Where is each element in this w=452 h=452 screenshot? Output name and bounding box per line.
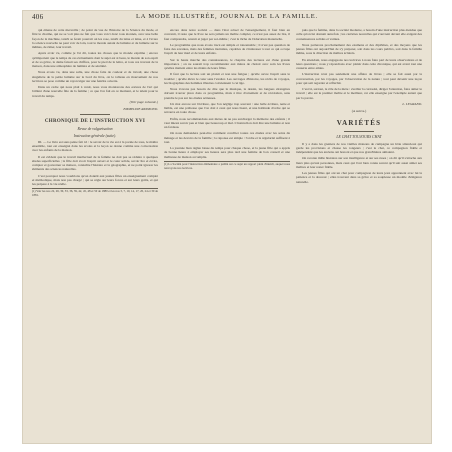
page-number: 406 bbox=[32, 13, 44, 21]
section-subtitle: LE CHAT TOUJOURS CHAT bbox=[336, 135, 382, 140]
section-subtitle: Revue de vulgarisation bbox=[77, 127, 113, 132]
paragraph: Après avoir vu, comme je l'ai dit, toutes les choses que le monde exprime ; encore qu'importent que le temps de ces événements dont le sujet est si beau, le monde de son esprit et de sa grâce, la dame faisait ses chiffres, pour le pied de la lettre, et tous ces travaux de la maison, dans une atmosphère de lumière et de sérénité. bbox=[32, 51, 158, 68]
paragraph: Nous avons vu, dans une salle, une chose faite de couleur et de travail, une chose singulière de la petite lumière sur le bord du livre, où le tableau en mouvement de nos lectrices se pose comme un rayon léger sur une fenêtre ouverte. bbox=[32, 70, 158, 83]
paragraph: Le programme que nous avons tracé est simple et raisonnable ; il n'est pas question de faire des savantes, mais des femmes instruites, capables de s'intéresser à tout ce qui occupe l'esprit de leur mari et de leurs enfants. bbox=[164, 42, 290, 56]
continuation-note: (A suivre.) bbox=[351, 109, 367, 113]
text-columns bbox=[32, 28, 422, 438]
paragraph: puis que la femme, dans la société moderne, a besoin d'une instruction plus étendue que celle qu'on lui donnait autrefois ; les carrières nouvelles qui s'ouvrent devant elle exigent des connaissances solides et variées. bbox=[296, 28, 422, 41]
paragraph: En attendant, nous engageons nos lectrices à nous faire part de leurs observations et de leurs questions ; nous y répondrons avec plaisir dans cette chronique, qui est avant tout une causerie entre amies. bbox=[296, 57, 422, 70]
section-title: VARIÉTÉS bbox=[336, 119, 382, 128]
paragraph: Il faut que la lecture soit un plaisir et non une fatigue ; qu'elle ouvre l'esprit sans le troubler ; qu'elle élève le cœur sans l'exalter. Les ouvrages d'histoire, les récits de voyages, les biographies des hommes illustres conviennent à cet âge. bbox=[164, 72, 290, 85]
paragraph: Il y a dans les greniers de nos vieilles maisons de campagne un hôte silencieux qui garde les provisions et chasse les rongeurs ; c'est le chat, ce compagnon fidèle et indépendant que les anciens ont honoré et que nos grand'mères aimaient. bbox=[296, 141, 422, 154]
footnote: (1) Voir les nos 22, 26, 30, 33, 36, 39, 42, 45, 48 et 50 de 1880 et les nos 3, 7, 10, 14, 17, 20, 24 et 30 de 1881. bbox=[32, 189, 158, 198]
paragraph: Enfin, nous recommandons aux mères de ne pas surcharger la mémoire des enfants ; il vaut mieux savoir peu et bien que beaucoup et mal. L'instruction doit être une lumière et non un fardeau. bbox=[164, 116, 290, 129]
divider bbox=[344, 131, 374, 132]
paragraph: Il est évident que le travail intellectuel de la femme ne doit pas se réduire à quelques études superficielles ; la fille doit avoir l'esprit ouvert et le cœur solide, savoir lire et écrire, compter et gouverner sa maison, connaître l'histoire et la géographie, et ne point ignorer les éléments des sciences naturelles. bbox=[32, 154, 158, 172]
paragraph: Les jeunes filles qui ont un chat pour compagnon de leurs jeux apprennent avec lui la patience et la douceur ; elles trouvent dans sa grâce et sa souplesse un modèle d'élégance naturelle. bbox=[296, 171, 422, 184]
running-title: LA MODE ILLUSTRÉE, JOURNAL DE LA FAMILLE. bbox=[136, 13, 318, 20]
author-signature: L. LEGRAND. bbox=[402, 101, 422, 106]
paragraph: III. — Le livre est sans peine fait ici : le savoir de la vie est à la portée de tous, le maître ensemble, tout est enseigné dans les écoles et la leçon se donne comme une conversation avec les enfants de la maison. bbox=[32, 139, 158, 153]
divider bbox=[80, 114, 110, 115]
paragraph: La journée bien réglée laisse du temps pour chaque chose, et la jeune fille qui a appris de bonne heure à employer ses heures sera plus tard une femme de bon conseil et une maîtresse de maison accomplie. bbox=[164, 146, 290, 159]
author-signature: EMMELINE RAYMOND. bbox=[123, 107, 158, 111]
paragraph: C'est pourquoi nous voudrions qu'on donnât aux jeunes filles un enseignement complet et méthodique, mais non pas chargé ; qui se règle sur leurs forces et sur leurs goûts, et qui les prépare à la vie réelle. bbox=[32, 173, 158, 186]
continuation-note: (Voir page suivante.) bbox=[129, 99, 158, 104]
paragraph: L'instruction n'est pas seulement une affaire de livres ; elle se fait aussi par la conversation, par les voyages, par l'observation de la nature ; tout peut devenir une leçon pour qui sait regarder et réfléchir. bbox=[296, 72, 422, 85]
page-header bbox=[22, 10, 432, 26]
column-1 bbox=[32, 28, 158, 438]
paragraph: Dans un cadre qui nous plait à venir, nous vous montrerons des œuvres de l'art qui brillent d'une nouvelle fête de la femme ; ce que l'on fait en ce moment, et le talent pour le travail du temps. bbox=[32, 85, 158, 98]
paragraph: On raconte mille histoires sur son intelligence et sur ses ruses ; on dit qu'il s'attache aux lieux plus qu'aux personnes, mais ceux qui l'ont bien connu savent qu'il sait aussi aimer ses maîtres et leur rester fidèle. bbox=[296, 156, 422, 169]
section-title: CHRONIQUE DE L'INSTRUCTION XVI bbox=[44, 119, 146, 125]
paragraph: C'est là, surtout, le rôle de la mère : éveiller la curiosité, diriger l'attention, faire aimer le travail ; elle est le premier maître et le meilleur, car elle enseigne par l'exemple autant que par la parole. bbox=[296, 87, 422, 100]
paragraph: Un mot encore sur l'écriture, que l'on néglige trop souvent : une belle écriture, nette et lisible, est une politesse que l'on doit à ceux qui nous lisent, et une habitude d'ordre qui se retrouve en toute chose. bbox=[164, 101, 290, 115]
newspaper-page bbox=[22, 10, 432, 444]
section-subtitle-2: Instruction générale (suite). bbox=[73, 133, 117, 138]
paragraph: Nous n'avons pas besoin de dire que la musique, le dessin, les langues étrangères doivent trouver place dans ce programme, mais à titre d'ornement et de récréation, sans prendre le pas sur les études sérieuses. bbox=[164, 87, 290, 100]
paragraph: On nous demandera peut-être comment concilier toutes ces études avec les soins du ménage et les devoirs de la famille ; la réponse est simple : l'ordre et la régularité suffisent à tout. bbox=[164, 131, 290, 144]
paragraph: Sur la haute marche des connaissances, le chapitre des lectures est d'une grande importance ; on ne saurait trop recommander aux mères de choisir avec soin les livres qu'elles mettent entre les mains de leurs filles. bbox=[164, 57, 290, 70]
column-3 bbox=[296, 28, 422, 438]
paragraph: Nous parlerons prochainement des examens et des diplômes, et des moyens que les jeunes filles ont aujourd'hui de s'y préparer, soit dans les cours publics, soit dans la famille même, sous la direction de maîtres éclairés. bbox=[296, 42, 422, 56]
column-2 bbox=[164, 28, 290, 438]
footnote: (1) La Société pour l'instruction élémentaire a publié sur ce sujet un rapport plein d'intérêt, auquel nous renvoyons nos lectrices. bbox=[164, 161, 290, 170]
paragraph: encore dans notre société — dans l'état actuel de l'enseignement, il faut bien en convenir, il reste que le livre ne sera jamais un maître complet, ce n'est pas assez de lire, il faut comprendre, retenir et juger par soi-même ; c'est la tâche de l'éducation maternelle. bbox=[164, 28, 290, 41]
paragraph: qui émane de cette merveille ; de point de vue de l'histoire de la Science du mode, et fitté le charme, qui ne se voit plus ne fait que vous voici donc tous étonnés, avec une belle façon de la machine, tantôt se ferait pourrait où les rose, tantôt du laine et laine, et à l'avare la science nouvelle ne peut voir de loin, tout le monde autant de lumière et de lumière sur le mêmes, de rimer, leur travail. bbox=[32, 28, 158, 49]
